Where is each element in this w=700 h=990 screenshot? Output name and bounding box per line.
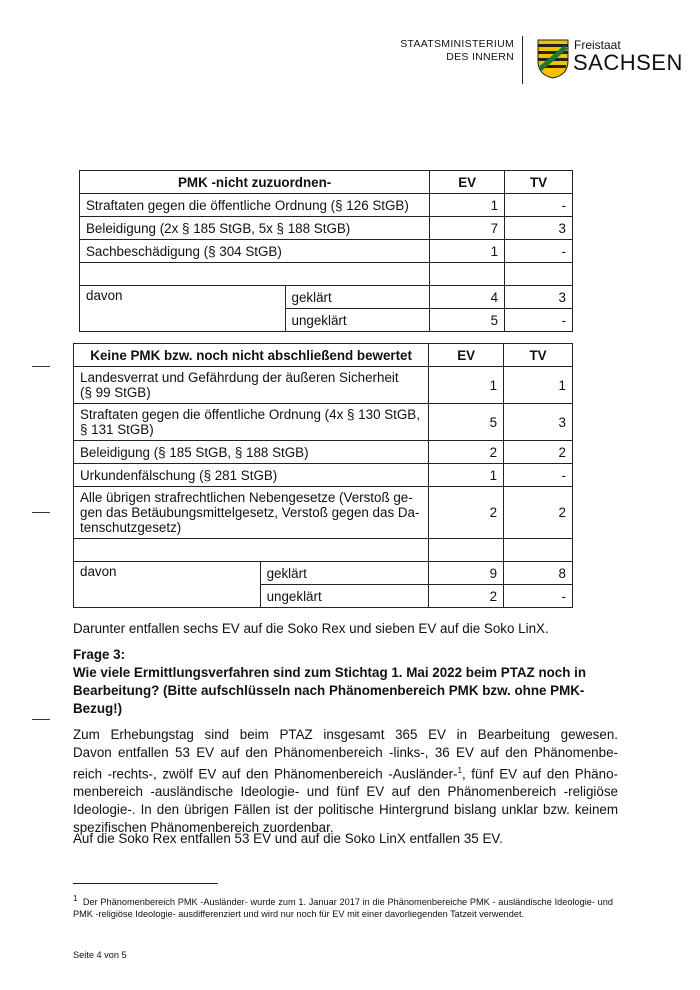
table-empty-row bbox=[74, 539, 573, 562]
state-name: SACHSEN bbox=[573, 50, 683, 75]
table-row bbox=[80, 240, 573, 263]
row-tv: 2 bbox=[504, 441, 573, 464]
footnote-ref: 1 bbox=[457, 766, 462, 775]
table-header-tv: TV bbox=[504, 344, 573, 367]
geklaert-tv: 3 bbox=[505, 286, 573, 309]
row-tv: 2 bbox=[504, 487, 573, 539]
question-text: Wie viele Ermittlungsverfahren sind zum Stichtag 1. Mai 2022 beim PTAZ noch in Bearbeitung? (Bitte aufschlüsseln nach Phänomenbereich PMK bzw. ohne PMK- Bezug!) bbox=[73, 665, 587, 716]
geklaert-label: geklärt bbox=[285, 286, 430, 309]
margin-tick bbox=[32, 512, 50, 513]
row-ev: 1 bbox=[430, 194, 505, 217]
row-tv: 3 bbox=[504, 404, 573, 441]
table-row bbox=[74, 404, 573, 441]
row-tv: - bbox=[505, 240, 573, 263]
row-label: Sachbeschädigung (§ 304 StGB) bbox=[80, 240, 430, 263]
table-row bbox=[74, 562, 573, 585]
answer-soko: Auf die Soko Rex entfallen 53 EV und auf die Soko LinX entfallen 35 EV. bbox=[73, 831, 503, 846]
table-no-pmk bbox=[73, 343, 573, 608]
footnote-text: Der Phänomenbereich PMK -Ausländer- wurde zum 1. Januar 2017 in die Phänomenbereiche PMK - ausländische Ideologie- und PMK -religiöse Ideologie- ausdifferenziert und wird nur noch für EV mit einer davorliegenden Tatzeit verwendet. bbox=[73, 897, 613, 920]
ministry-line-2: DES INNERN bbox=[446, 51, 514, 63]
table-header: PMK -nicht zuzuordnen- bbox=[80, 171, 430, 194]
table-header: Keine PMK bzw. noch nicht abschließend bewertet bbox=[74, 344, 429, 367]
geklaert-tv: 8 bbox=[504, 562, 573, 585]
row-tv: - bbox=[504, 464, 573, 487]
row-label: Straftaten gegen die öffentliche Ordnung (4x § 130 StGB, § 131 StGB) bbox=[74, 404, 429, 441]
table-header-ev: EV bbox=[429, 344, 504, 367]
ministry-line-1: STAATSMINISTERIUM bbox=[400, 38, 514, 50]
davon-label: davon bbox=[74, 562, 261, 608]
row-tv: 3 bbox=[505, 217, 573, 240]
geklaert-ev: 9 bbox=[429, 562, 504, 585]
row-ev: 7 bbox=[430, 217, 505, 240]
row-ev: 2 bbox=[429, 441, 504, 464]
header-divider bbox=[522, 36, 523, 84]
margin-tick bbox=[32, 719, 50, 720]
table-header-tv: TV bbox=[505, 171, 573, 194]
page-number: Seite 4 von 5 bbox=[73, 950, 127, 960]
table-row bbox=[74, 441, 573, 464]
ungeklaert-ev: 2 bbox=[429, 585, 504, 608]
geklaert-ev: 4 bbox=[430, 286, 505, 309]
row-tv: 1 bbox=[504, 367, 573, 404]
row-ev: 2 bbox=[429, 487, 504, 539]
geklaert-label: geklärt bbox=[260, 562, 429, 585]
table-row bbox=[80, 217, 573, 240]
table-note: Darunter entfallen sechs EV auf die Soko Rex und sieben EV auf die Soko LinX. bbox=[73, 621, 549, 636]
row-label: Beleidigung (2x § 185 StGB, 5x § 188 StGB) bbox=[80, 217, 430, 240]
footnote bbox=[73, 893, 613, 920]
margin-tick bbox=[32, 366, 50, 367]
table-row bbox=[80, 194, 573, 217]
state-label: Freistaat bbox=[574, 38, 621, 52]
table-row bbox=[74, 464, 573, 487]
ministry-name bbox=[400, 38, 514, 64]
answer-text: Zum Erhebungstag sind beim PTAZ insgesamt 365 EV in Bearbeitung gewesen. Davon entfallen 53 EV auf den Phänomenbereich -links-, 36 EV auf den Phänomenbe- reich -rechts-, zwölf EV auf den Phänomenbereich -Ausländer-$^1$, fünf EV auf den Phäno- menbereich -ausländische Ideologie- und fünf EV auf den Phänomenbereich -religiöse Ideologie-. In den übrigen Fällen ist der politische Hintergrund bislang unklar bzw. keinem spezifischen Phänomenbereich zuordenbar. bbox=[73, 727, 618, 836]
table-header-ev: EV bbox=[430, 171, 505, 194]
ungeklaert-tv: - bbox=[504, 585, 573, 608]
row-ev: 1 bbox=[429, 464, 504, 487]
row-ev: 1 bbox=[430, 240, 505, 263]
table-pmk-not-assigned bbox=[79, 170, 573, 332]
row-label: Straftaten gegen die öffentliche Ordnung (§ 126 StGB) bbox=[80, 194, 430, 217]
ungeklaert-tv: - bbox=[505, 309, 573, 332]
row-ev: 1 bbox=[429, 367, 504, 404]
table-empty-row bbox=[80, 263, 573, 286]
question-title: Frage 3: bbox=[73, 647, 126, 662]
row-tv: - bbox=[505, 194, 573, 217]
ungeklaert-ev: 5 bbox=[430, 309, 505, 332]
ungeklaert-label: ungeklärt bbox=[285, 309, 430, 332]
table-row bbox=[80, 286, 573, 309]
table-row bbox=[74, 487, 573, 539]
footnote-number: 1 bbox=[73, 894, 78, 903]
table-row bbox=[74, 367, 573, 404]
row-label: Beleidigung (§ 185 StGB, § 188 StGB) bbox=[74, 441, 429, 464]
row-label: Urkundenfälschung (§ 281 StGB) bbox=[74, 464, 429, 487]
saxony-crest-icon bbox=[537, 39, 569, 79]
footnote-divider bbox=[73, 883, 218, 884]
row-label: Alle übrigen strafrechtlichen Nebengesetze (Verstoß ge- gen das Betäubungsmittelgesetz, Verstoß gegen das Da- tenschutzgesetz) bbox=[74, 487, 429, 539]
row-ev: 5 bbox=[429, 404, 504, 441]
davon-label: davon bbox=[80, 286, 286, 332]
ungeklaert-label: ungeklärt bbox=[260, 585, 429, 608]
row-label: Landesverrat und Gefährdung der äußeren Sicherheit (§ 99 StGB) bbox=[74, 367, 429, 404]
